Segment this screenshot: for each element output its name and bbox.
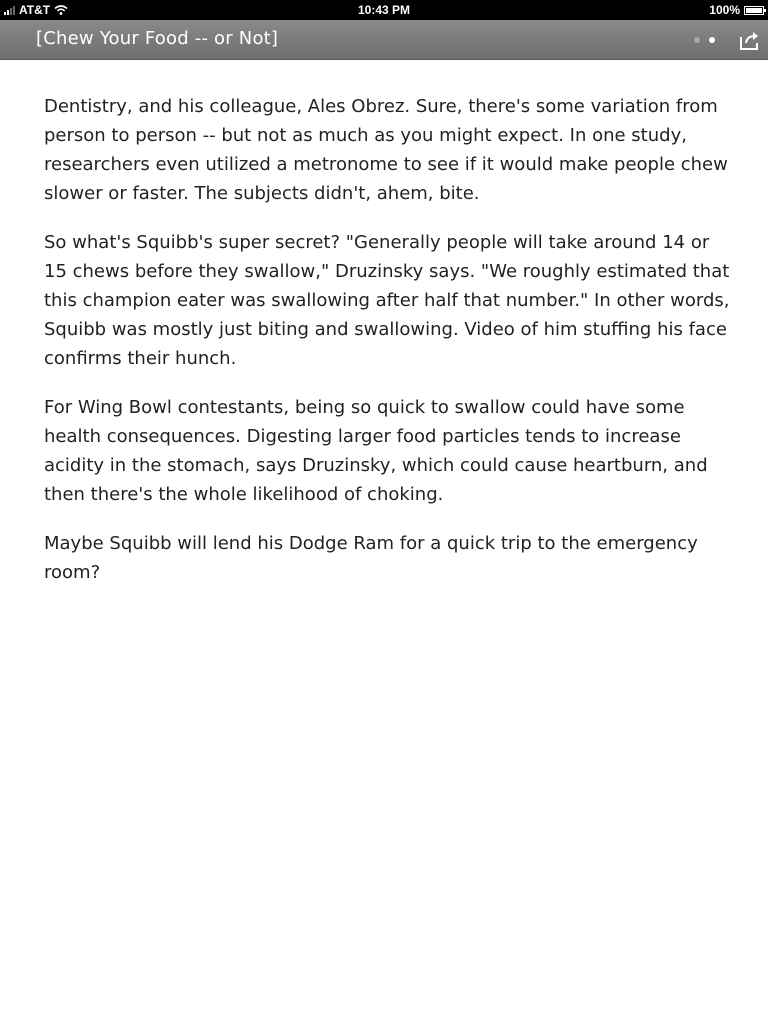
article-paragraph: Dentistry, and his colleague, Ales Obrez. Sure, there's some variation from person to person -- but not as much as you might expect. In one study, researchers even utilized a metronome to see if it would make people chew slower or faster. The subjects didn't, ahem, bite.	[44, 96, 728, 204]
article-body	[44, 92, 734, 607]
article-paragraph: For Wing Bowl contestants, being so quick to swallow could have some health consequences. Digesting larger food particles tends to increase acidity in the stomach, says Druzinsky, which could cause heartburn, and then there's the whole likelihood of choking.	[44, 397, 708, 505]
title-bar	[0, 20, 768, 60]
page-dot-active[interactable]	[709, 37, 715, 43]
page-title: [Chew Your Food -- or Not]	[36, 28, 279, 49]
battery-icon	[744, 6, 764, 15]
carrier-label: AT&T	[19, 3, 51, 17]
article-paragraph: So what's Squibb's super secret? "Generally people will take around 14 or 15 chews before they swallow," Druzinsky says. "We roughly estimated that this champion eater was swallowing after half that number." In other words, Squibb was mostly just biting and swallowing. Video of him stuffing his face confirms their hunch.	[44, 232, 730, 369]
page-indicator[interactable]	[694, 37, 715, 43]
battery-percent: 100%	[709, 3, 740, 17]
page-dot[interactable]	[694, 37, 700, 43]
clock: 10:43 PM	[357, 3, 411, 17]
article-paragraph: Maybe Squibb will lend his Dodge Ram for a quick trip to the emergency room?	[44, 533, 698, 583]
status-bar-right	[709, 3, 764, 17]
share-icon[interactable]	[738, 28, 762, 52]
status-bar	[0, 0, 768, 20]
